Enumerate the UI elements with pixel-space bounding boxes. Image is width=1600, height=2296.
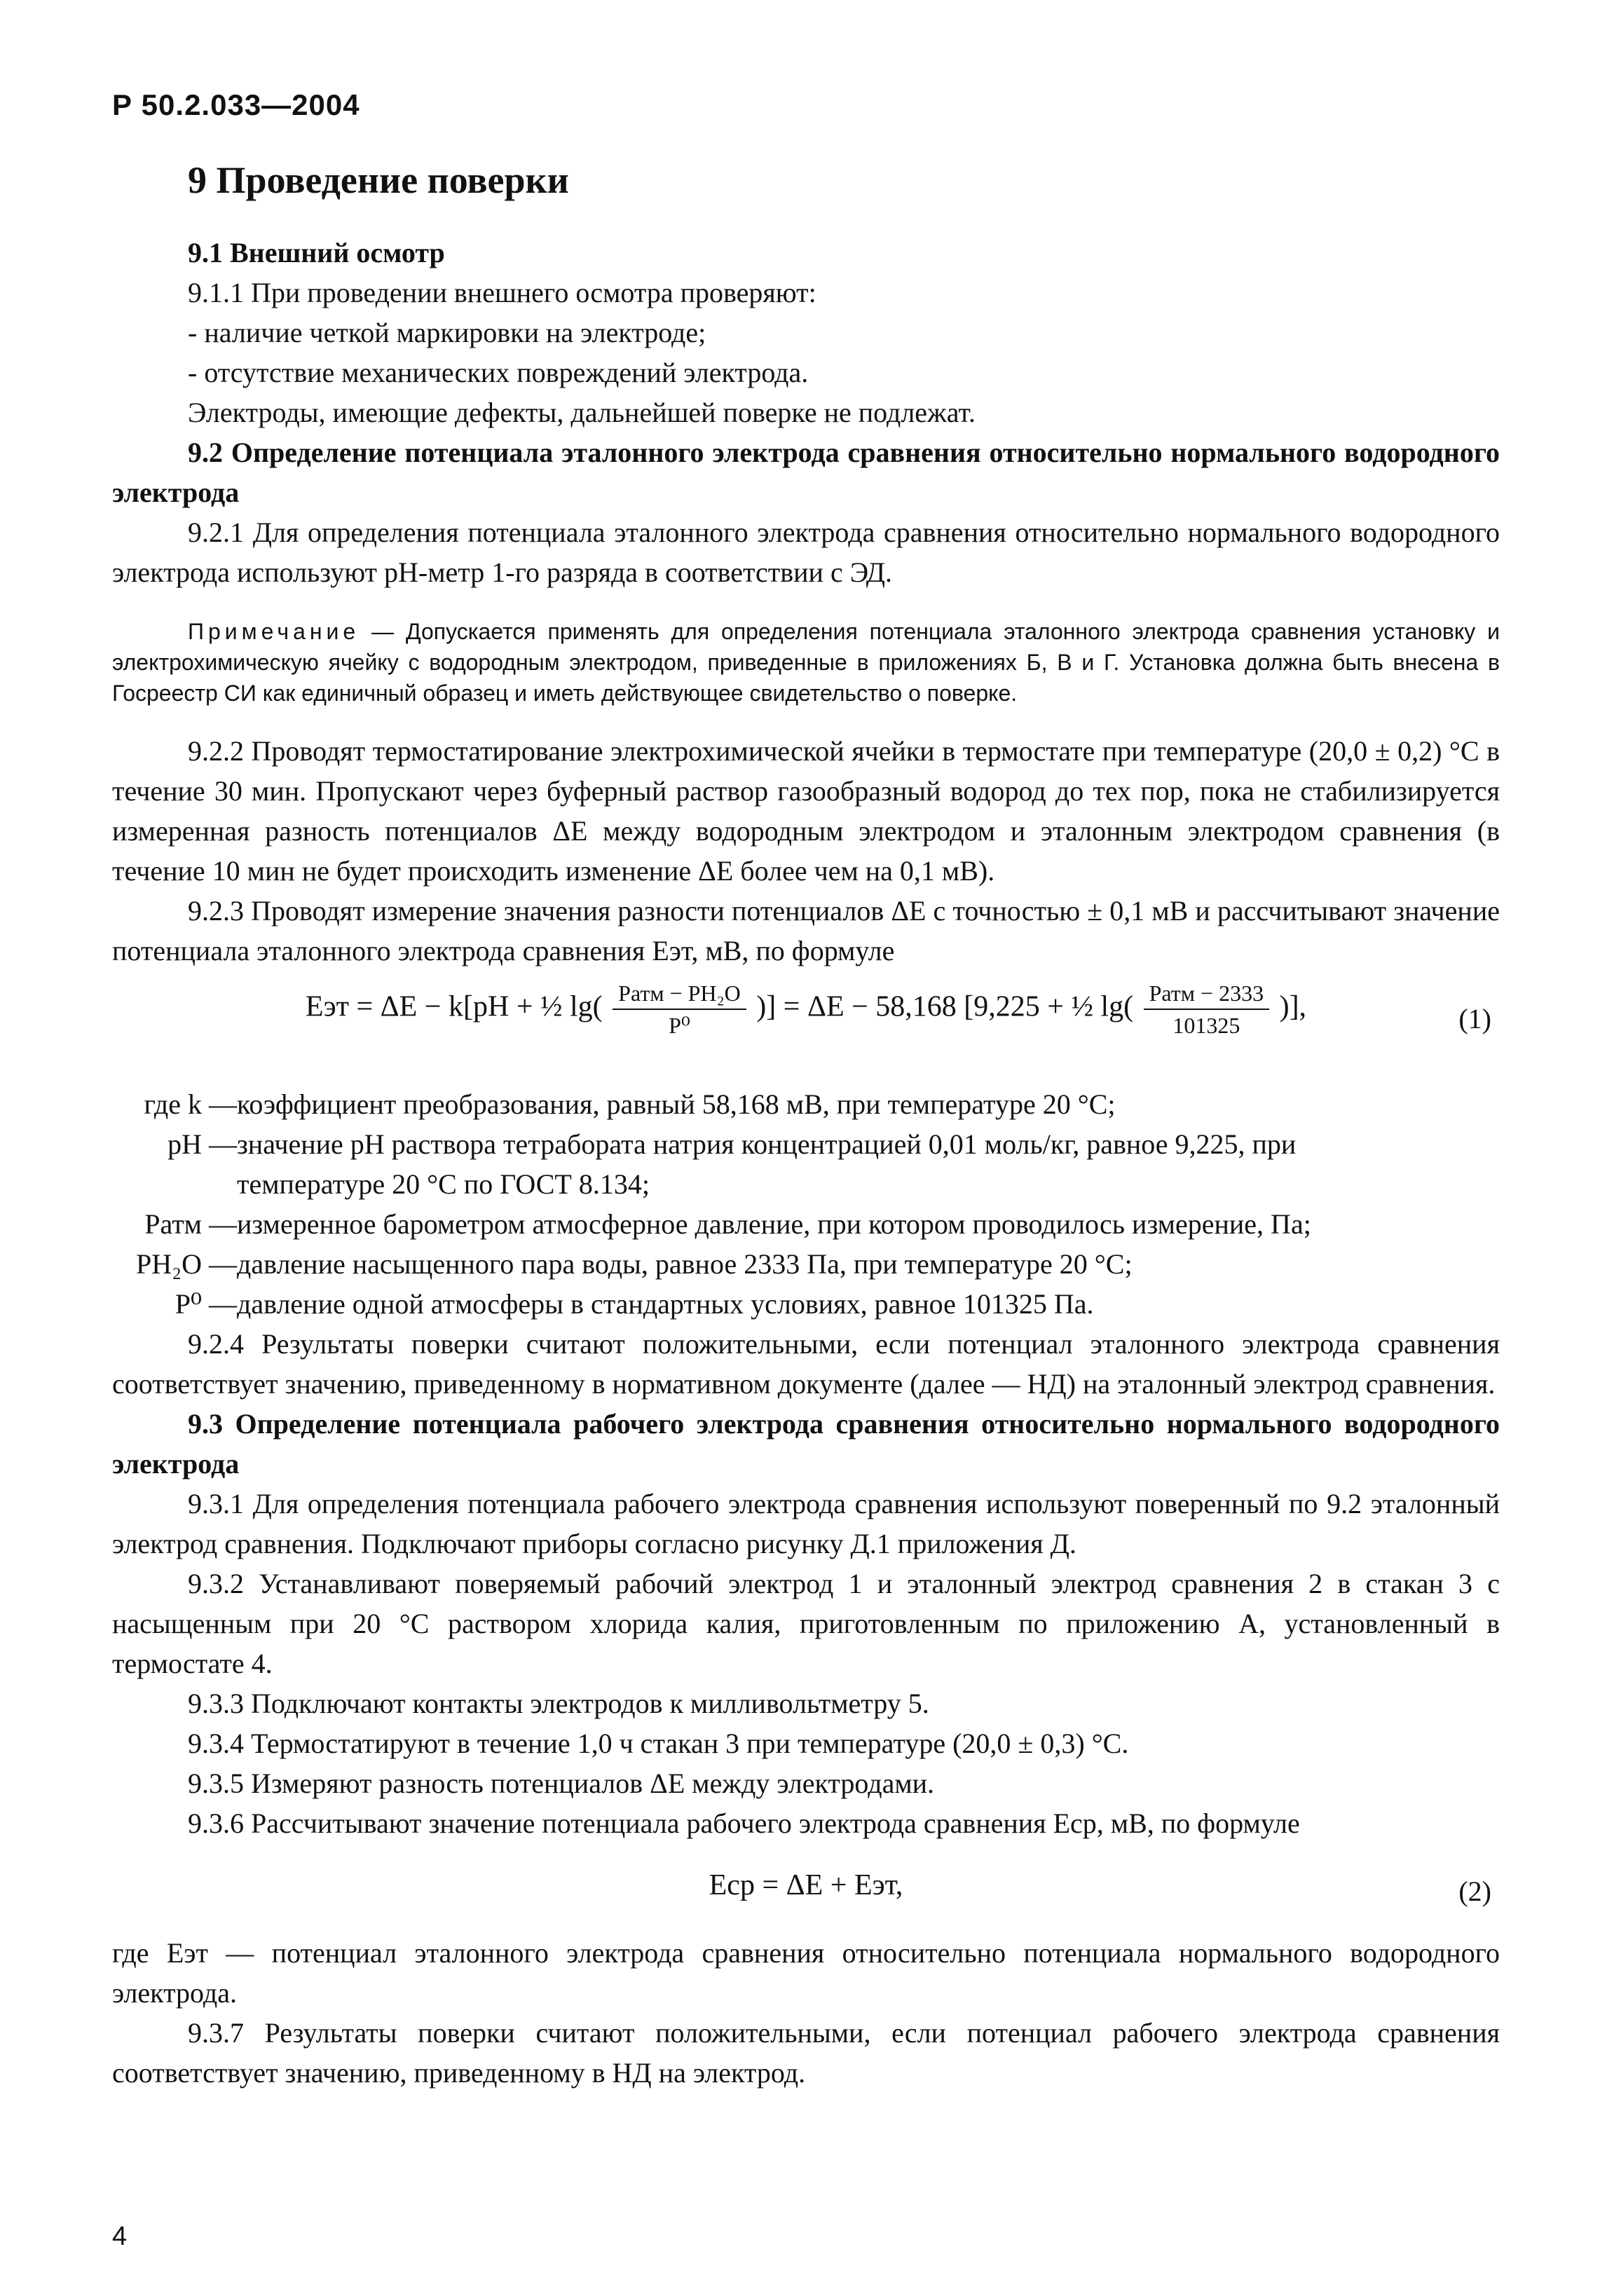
para-9-2-3: 9.2.3 Проводят измерение значения разности потенциалов ΔE с точностью ± 0,1 мВ и рассчитывают значение потенциала эталонного электрода сравнения Eэт, мВ, по формуле xyxy=(112,895,1500,966)
def-continuation: температуре 20 °С по ГОСТ 8.134; xyxy=(237,1168,650,1200)
note-text: — Допускается применять для определения потенциала эталонного электрода сравнения установку и электрохимическую ячейку с водородным электродом, приведенные в приложениях Б, В и Г. Установка должна быть внесена в Госреестр СИ как единичный образец и иметь действующее свидетельство о поверке. xyxy=(112,619,1500,706)
list-item: - наличие четкой маркировки на электроде; xyxy=(188,317,706,348)
definition-ph xyxy=(112,1124,1500,1164)
fraction xyxy=(1144,978,1269,1041)
fraction xyxy=(613,978,746,1041)
formula-2-expression: Eср = ΔE + Eэт, xyxy=(709,1869,903,1901)
para-9-1-note: Электроды, имеющие дефекты, дальнейшей поверке не подлежат. xyxy=(188,397,976,428)
def-text: значение рН раствора тетрабората натрия концентрацией 0,01 моль/кг, равное 9,225, при xyxy=(237,1128,1297,1160)
formula-number: (1) xyxy=(1458,1003,1491,1034)
note xyxy=(112,616,1500,709)
para-9-3-3: 9.3.3 Подключают контакты электродов к милливольтметру 5. xyxy=(188,1688,929,1719)
formula-1-lhs: Eэт = ΔE − k[pH + ½ lg( xyxy=(305,990,603,1023)
para-9-2-4: 9.2.4 Результаты поверки считают положительными, если потенциал эталонного электрода сравнения соответствует значению, приведенному в нормативном документе (далее — НД) на эталонный электрод сравнения. xyxy=(112,1328,1500,1400)
heading-9-3: 9.3 Определение потенциала рабочего электрода сравнения относительно нормального водородного электрода xyxy=(112,1408,1500,1480)
fraction-numerator: Pатм − PH₂O xyxy=(613,978,746,1010)
def-symbol: где k — xyxy=(144,1088,237,1120)
note-label: Примечание xyxy=(188,619,360,644)
fraction-numerator: Pатм − 2333 xyxy=(1144,978,1269,1010)
definition-ph2o xyxy=(112,1244,1500,1284)
para-9-2-2: 9.2.2 Проводят термостатирование электрохимической ячейки в термостате при температуре (20,0 ± 0,2) °С в течение 30 мин. Пропускают через буферный раствор газообразный водород до тех пор, пока не стабилизируется измеренная разность потенциалов ΔE между водородным электродом и эталонным электродом сравнения (в течение 10 мин не будет происходить изменение ΔE более чем на 0,1 мВ). xyxy=(112,735,1500,887)
def-text: давление одной атмосферы в стандартных условиях, равное 101325 Па. xyxy=(237,1288,1094,1320)
formula-number: (2) xyxy=(1458,1875,1491,1907)
definition-patm xyxy=(112,1204,1500,1244)
definition-p0 xyxy=(112,1284,1500,1324)
heading-9-1: 9.1 Внешний осмотр xyxy=(188,237,445,268)
para-9-2-1: 9.2.1 Для определения потенциала эталонного электрода сравнения относительно нормального водородного электрода используют рН-метр 1-го разряда в соответствии с ЭД. xyxy=(112,517,1500,588)
page-number: 4 xyxy=(112,2222,128,2251)
definition-eet: где Eэт — потенциал эталонного электрода сравнения относительно потенциала нормального водородного электрода. xyxy=(112,1937,1500,2009)
standard-code: Р 50.2.033—2004 xyxy=(112,88,360,121)
para-9-1-1: 9.1.1 При проведении внешнего осмотра проверяют: xyxy=(188,277,816,308)
def-symbol: pH — xyxy=(167,1128,237,1160)
def-text: коэффициент преобразования, равный 58,168 мВ, при температуре 20 °С; xyxy=(237,1088,1116,1120)
fraction-denominator: 101325 xyxy=(1172,1013,1240,1038)
document-body xyxy=(112,233,1500,2093)
list-item: - отсутствие механических повреждений электрода. xyxy=(188,357,809,388)
def-symbol: Pатм — xyxy=(144,1208,237,1240)
formula-1-mid: )] = ΔE − 58,168 [9,225 + ½ lg( xyxy=(756,990,1134,1023)
variable-definitions xyxy=(112,1084,1500,1324)
def-text: измеренное барометром атмосферное давление, при котором проводилось измерение, Па; xyxy=(237,1208,1311,1240)
para-9-3-1: 9.3.1 Для определения потенциала рабочего электрода сравнения используют поверенный по 9.2 эталонный электрод сравнения. Подключают приборы согласно рисунку Д.1 приложения Д. xyxy=(112,1488,1500,1559)
heading-9-2: 9.2 Определение потенциала эталонного электрода сравнения относительно нормального водородного электрода xyxy=(112,437,1500,508)
para-9-3-4: 9.3.4 Термостатируют в течение 1,0 ч стакан 3 при температуре (20,0 ± 0,3) °С. xyxy=(188,1728,1129,1759)
formula-2 xyxy=(112,1850,1500,1926)
def-text: давление насыщенного пара воды, равное 2333 Па, при температуре 20 °С; xyxy=(237,1248,1133,1280)
fraction-denominator: P⁰ xyxy=(669,1013,690,1038)
section-title: 9 Проведение поверки xyxy=(188,159,569,201)
formula-1 xyxy=(112,978,1500,1077)
para-9-3-5: 9.3.5 Измеряют разность потенциалов ΔE между электродами. xyxy=(188,1768,935,1799)
para-9-3-7: 9.3.7 Результаты поверки считают положительными, если потенциал рабочего электрода сравнения соответствует значению, приведенному в НД на электрод. xyxy=(112,2017,1500,2089)
para-9-3-2: 9.3.2 Устанавливают поверяемый рабочий электрод 1 и эталонный электрод сравнения 2 в стакан 3 с насыщенным при 20 °С раствором хлорида калия, приготовленным по приложению А, установленный в термостате 4. xyxy=(112,1568,1500,1679)
def-symbol: P⁰ — xyxy=(175,1288,237,1320)
para-9-3-6: 9.3.6 Рассчитывают значение потенциала рабочего электрода сравнения Eср, мВ, по формуле xyxy=(188,1808,1300,1839)
formula-1-end: )], xyxy=(1279,990,1307,1023)
def-symbol: PH₂O — xyxy=(136,1248,237,1280)
definition-k xyxy=(112,1084,1500,1124)
